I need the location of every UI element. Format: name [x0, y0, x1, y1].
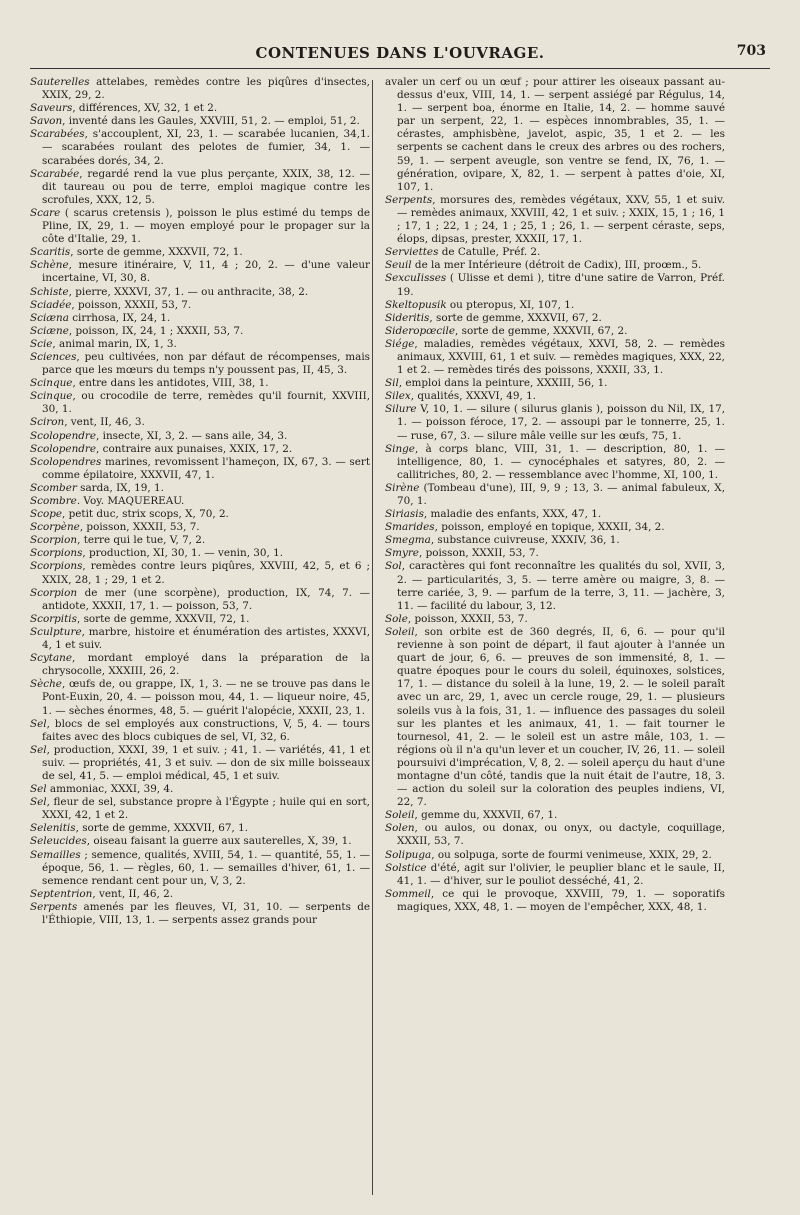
index-entry: [30, 325, 370, 338]
entry-headword: Solen: [385, 822, 415, 835]
index-entry: [30, 901, 370, 927]
index-entry: [30, 796, 370, 822]
index-entry: [385, 272, 725, 298]
entry-text: , sorte de gemme, XXXVII, 67, 2.: [429, 311, 602, 324]
entry-text: , contraire aux punaises, XXIX, 17, 2.: [96, 442, 293, 455]
entry-text: , maladie des enfants, XXX, 47, 1.: [423, 508, 602, 521]
index-entry: [385, 809, 725, 822]
index-entry: [385, 849, 725, 862]
entry-headword: Scombre: [30, 495, 77, 507]
entry-headword: Scomber: [30, 481, 77, 494]
entry-text: , blocs de sel employés aux constructions, V, 5, 4. — tours faites avec des blocs cubiques de sel, VI, 32, 6.: [42, 717, 370, 743]
entry-text: amenés par les fleuves, VI, 31, 10. — serpents de l'Éthiopie, VIII, 13, 1. — serpents assez grands pour: [42, 900, 370, 926]
entry-text: (Tombeau d'une), III, 9, 9 ; 13, 3. — animal fabuleux, X, 70, 1.: [397, 481, 725, 507]
entry-text: , inventé dans les Gaules, XXVIII, 51, 2. — emploi, 51, 2.: [62, 115, 360, 128]
index-entry: [30, 849, 370, 888]
index-entry: [30, 246, 370, 259]
index-entry: [30, 286, 370, 299]
index-entry: [30, 377, 370, 390]
entry-headword: Soleil: [385, 809, 415, 822]
index-entry: [30, 547, 370, 560]
entry-text: , poisson, IX, 24, 1 ; XXXII, 53, 7.: [68, 324, 244, 337]
entry-headword: Sol: [385, 560, 402, 573]
entry-headword: Savon: [30, 115, 63, 128]
index-entry: [30, 430, 370, 443]
index-entry: [385, 482, 725, 508]
entry-text: , petit duc, strix scops, X, 70, 2.: [62, 508, 229, 521]
entry-text: d'été, agit sur l'olivier, le peuplier blanc et le saule, II, 41, 1. — d'hiver, sur le pouliot desséché, 41, 2.: [397, 861, 725, 887]
entry-headword: Solipuga: [385, 848, 432, 861]
index-entry: [30, 102, 370, 115]
index-entry: [30, 613, 370, 626]
entry-headword: Schène: [30, 259, 69, 272]
entry-text: , s'accouplent, XI, 23, 1. — scarabée lucanien, 34,1. — scarabées roulant des pelotes de fumier, 34, 1. — scarabées dorés, 34, 2.: [42, 128, 370, 167]
index-entry: [30, 521, 370, 534]
entry-headword: Sel: [30, 743, 47, 756]
entry-headword: Semailles: [30, 848, 81, 861]
entry-text: , gemme du, XXXVII, 67, 1.: [414, 809, 558, 822]
entry-headword: Soleil: [385, 625, 415, 638]
entry-headword: Scinque: [30, 390, 73, 403]
index-entry: [385, 403, 725, 442]
entry-headword: Skeltopusik: [385, 298, 447, 311]
index-entry: [385, 560, 725, 612]
entry-headword: Seleucides: [30, 835, 87, 848]
index-entry: [30, 534, 370, 547]
entry-text: , poisson, XXXII, 53, 7.: [418, 547, 539, 560]
index-entry: [385, 888, 725, 914]
entry-text: , ou aulos, ou donax, ou onyx, ou dactyle, coquillage, XXXII, 53, 7.: [397, 822, 725, 848]
index-entry: [30, 678, 370, 717]
index-entry: [385, 613, 725, 626]
index-entry: [30, 822, 370, 835]
entry-headword: Smyre: [385, 547, 419, 560]
right-column: [385, 76, 725, 1196]
index-entry: [385, 325, 725, 338]
entry-text: sarda, IX, 19, 1.: [76, 481, 164, 494]
index-entry: [30, 128, 370, 167]
index-entry: [385, 390, 725, 403]
index-entry: [385, 534, 725, 547]
entry-text: , remèdes contre leurs piqûres, XXVIII, 42, 5, et 6 ; XXIX, 28, 1 ; 29, 1 et 2.: [42, 560, 370, 586]
index-entry: [385, 508, 725, 521]
entry-headword: Sciron: [30, 416, 65, 429]
entry-text: , sorte de gemme, XXXVII, 67, 1.: [75, 822, 248, 835]
entry-text: , animal marin, IX, 1, 3.: [52, 337, 177, 350]
entry-text: , caractères qui font reconnaître les qualités du sol, XVII, 3, 2. — particularités, 3, 5. — terre amère ou maigre, 3, 8. — terre cariée, 3, 9. — parfum de la terre, 3, 11. — jachère, 3, 11. — facilité du labour, 3, 12.: [397, 560, 725, 612]
entry-text: , qualités, XXXVI, 49, 1.: [410, 390, 536, 403]
index-entry: [30, 560, 370, 586]
entry-text: , maladies, remèdes végétaux, XXVI, 58, 2. — remèdes animaux, XXVIII, 61, 1 et suiv. — remèdes magiques, XXX, 22, 1 et 2. — remèdes tirés des poissons, XXXII, 33, 1.: [397, 337, 725, 377]
entry-headword: Sil: [385, 377, 399, 390]
entry-headword: Siége: [385, 337, 415, 350]
entry-text: , vent, II, 46, 3.: [64, 416, 145, 429]
entry-text: , poisson, XXXII, 53, 7.: [71, 298, 192, 311]
entry-text: , ce qui le provoque, XXVIII, 79, 1. — soporatifs magiques, XXX, 48, 1. — moyen de l'empêcher, XXX, 48, 1.: [397, 887, 725, 913]
entry-headword: Septentrion: [30, 887, 93, 900]
entry-text: , terre qui le tue, V, 7, 2.: [77, 534, 206, 547]
entry-text: avaler un cerf ou un œuf ; pour attirer les oiseaux passant au-dessus d'eux, VIII, 14, 1. — serpent assiégé par Régulus, 14, 1. — serpent boa, énorme en Italie, 14, 2. — homme sauvé par un serpent, 22, 1. — espèces innombrables, 35, 1. — cérastes, amphisbène, javelot, aspic, 35, 1 et 2. — les serpents se cachent dans le creux des arbres ou des rochers, 59, 1. — serpent aveugle, son ventre se fend, IX, 76, 1. — génération, ovipare, X, 82, 1. — serpent à pattes d'oie, XI, 107, 1.: [385, 76, 725, 193]
entry-headword: Scytane: [30, 652, 73, 665]
index-entry: [30, 835, 370, 848]
entry-text: , fleur de sel, substance propre à l'Égypte ; huile qui en sort, XXXI, 42, 1 et 2.: [42, 796, 370, 822]
index-entry: [30, 508, 370, 521]
index-entry: [30, 168, 370, 207]
entry-text: attelabes, remèdes contre les piqûres d'insectes, XXIX, 29, 2.: [42, 76, 370, 102]
running-header: [30, 42, 770, 69]
entry-headword: Siriasis: [385, 508, 424, 521]
entry-headword: Sèche: [30, 678, 62, 691]
entry-text: , à corps blanc, VIII, 31, 1. — description, 80, 1. — intelligence, 80, 1. — cynocéphales et satyres, 80, 2. — callitriches, 80, 2. — ressemblance avec l'homme, XI, 100, 1.: [397, 442, 725, 481]
index-entry: [385, 443, 725, 482]
index-entry: [385, 822, 725, 848]
index-entry: [385, 246, 725, 259]
entry-headword: Seuil: [385, 259, 412, 272]
entry-headword: Scolopendres: [30, 455, 102, 468]
entry-headword: Sel: [30, 717, 47, 730]
entry-headword: Smarides: [385, 521, 435, 534]
index-entry: [30, 495, 370, 508]
entry-text: , substance cuivreuse, XXXIV, 36, 1.: [430, 534, 620, 547]
index-entry: [385, 626, 725, 809]
entry-text: marines, revomissent l'hameçon, IX, 67, 3. — sert comme épilatoire, XXXVII, 47, 1.: [42, 455, 370, 481]
entry-text: ammoniac, XXXI, 39, 4.: [46, 783, 174, 796]
index-entry: [30, 718, 370, 744]
entry-text: , entre dans les antidotes, VIII, 38, 1.: [72, 377, 269, 390]
entry-headword: Serpents: [30, 900, 78, 913]
entry-headword: Scaritis: [30, 246, 71, 259]
index-entry: [30, 207, 370, 246]
column-divider: [372, 80, 373, 1195]
entry-headword: Scolopendre: [30, 442, 97, 455]
entry-headword: Sole: [385, 612, 408, 625]
index-entry: [30, 888, 370, 901]
entry-text: , vent, II, 46, 2.: [92, 887, 174, 900]
entry-headword: Scorpitis: [30, 612, 77, 625]
entry-text: de Catulle, Préf. 2.: [438, 246, 541, 259]
entry-headword: Schiste: [30, 285, 69, 298]
index-entry: [30, 299, 370, 312]
entry-text: , poisson, XXXII, 53, 7.: [79, 521, 200, 534]
left-column: [30, 76, 370, 1196]
entry-headword: Serpents: [385, 193, 433, 206]
entry-headword: Sel: [30, 783, 47, 796]
entry-text: , peu cultivées, non par défaut de récompenses, mais parce que les mœurs du temps n'y poussent pas, II, 45, 3.: [42, 350, 370, 377]
index-entry: [30, 587, 370, 613]
index-entry: [385, 259, 725, 272]
entry-text: V, 10, 1. — silure ( silurus glanis ), poisson du Nil, IX, 17, 1. — poisson féroce, 17, 2. — assoupi par le tonnerre, 25, 1. — ruse, 67, 3. — silure mâle veille sur les œufs, 75, 1.: [397, 403, 725, 442]
entry-headword: Scorpion: [30, 586, 78, 599]
entry-text: ou pteropus, XI, 107, 1.: [446, 298, 575, 311]
entry-headword: SexcuIisses: [385, 272, 447, 285]
index-entry: [30, 744, 370, 783]
index-entry: [385, 312, 725, 325]
entry-text: , production, XXXI, 39, 1 et suiv. ; 41, 1. — variétés, 41, 1 et suiv. — propriétés, 41, 3 et suiv. — don de six mille boisseaux de sel, 41, 5. — emploi médical, 45, 1 et suiv.: [42, 743, 370, 782]
entry-headword: Sciæna: [30, 311, 69, 324]
entry-text: ( Ulisse et demi ), titre d'une satire de Varron, Préf. 19.: [397, 272, 725, 298]
entry-text: , poisson, XXXII, 53, 7.: [407, 612, 528, 625]
entry-headword: Selenitis: [30, 822, 76, 835]
entry-text: , sorte de gemme, XXXVII, 67, 2.: [455, 324, 628, 337]
entry-text: ( scarus cretensis ), poisson le plus estimé du temps de Pline, IX, 29, 1. — moyen employé pour le propager sur la côte d'Italie, 29, 1.: [42, 206, 370, 246]
index-entry: [385, 521, 725, 534]
entry-headword: Scinque: [30, 377, 73, 390]
entry-headword: Scarabée: [30, 167, 80, 180]
entry-headword: Sciences: [30, 350, 77, 363]
entry-text: de la mer Intérieure (détroit de Cadix), III, proœm., 5.: [411, 259, 702, 272]
index-entry: [30, 76, 370, 102]
entry-headword: Scare: [30, 206, 61, 219]
page-number: 703: [736, 43, 766, 59]
entry-headword: Scorpions: [30, 560, 83, 573]
entry-headword: Scarabées: [30, 128, 85, 141]
entry-text: , insecte, XI, 3, 2. — sans aile, 34, 3.: [96, 429, 288, 442]
entry-text: . Voy. MAQUEREAU.: [76, 495, 185, 507]
entry-text: , sorte de gemme, XXXVII, 72, 1.: [70, 246, 243, 259]
entry-headword: Sideropœcile: [385, 324, 456, 337]
entry-text: , différences, XV, 32, 1 et 2.: [72, 102, 218, 115]
index-entry: [385, 547, 725, 560]
index-entry: [30, 456, 370, 482]
entry-text: , œufs de, ou grappe, IX, 1, 3. — ne se trouve pas dans le Pont-Euxin, 20, 4. — poisson mou, 44, 1. — liqueur noire, 45, 1. — sèches énormes, 48, 5. — guérit l'alopécie, XXXII, 23, 1.: [42, 678, 370, 717]
entry-headword: Scorpène: [30, 521, 80, 534]
entry-headword: Singe: [385, 442, 415, 455]
entry-text: , ou solpuga, sorte de fourmi venimeuse, XXIX, 29, 2.: [431, 848, 712, 861]
entry-text: de mer (une scorpène), production, IX, 74, 7. — antidote, XXXII, 17, 1. — poisson, 53, 7.: [42, 586, 370, 612]
entry-text: , mordant employé dans la préparation de la chrysocolle, XXXIII, 26, 2.: [42, 652, 370, 678]
entry-text: , morsures des, remèdes végétaux, XXV, 55, 1 et suiv. — remèdes animaux, XXVIII, 42, 1 et suiv. ; XXIX, 15, 1 ; 16, 1 ; 17, 1 ; 22, 1 ; 24, 1 ; 25, 1 ; 26, 1. — serpent céraste, seps, élops, dipsas, prester, XXXII, 17, 1.: [397, 193, 725, 246]
entry-text: cirrhosa, IX, 24, 1.: [68, 311, 171, 324]
index-entry: [30, 783, 370, 796]
entry-headword: Sciadée: [30, 298, 72, 311]
entry-text: , production, XI, 30, 1. — venin, 30, 1.: [82, 547, 284, 560]
entry-text: , mesure itinéraire, V, 11, 4 ; 20, 2. — d'une valeur incertaine, VI, 30, 8.: [42, 259, 370, 285]
entry-headword: Solstice: [385, 861, 427, 874]
entry-headword: Scorpion: [30, 534, 78, 547]
entry-headword: Serviettes: [385, 246, 439, 259]
index-entry: [30, 115, 370, 128]
entry-text: , emploi dans la peinture, XXXIII, 56, 1.: [398, 377, 608, 390]
entry-headword: Scope: [30, 508, 62, 521]
index-entry: [30, 416, 370, 429]
index-entry: [385, 299, 725, 312]
page-title: CONTENUES DANS L'OUVRAGE.: [255, 44, 545, 62]
entry-headword: Scie: [30, 337, 53, 350]
index-entry: [385, 377, 725, 390]
entry-text: , regardé rend la vue plus perçante, XXIX, 38, 12. — dit taureau ou pou de terre, emploi magique contre les scrofules, XXX, 12, 5.: [42, 167, 370, 206]
index-entry: [30, 443, 370, 456]
entry-headword: Saveurs: [30, 102, 73, 115]
entry-text: ; semence, qualités, XVIII, 54, 1. — quantité, 55, 1. — époque, 56, 1. — règles, 60, 1. — semailles d'hiver, 61, 1. — semence rendant cent pour un, V, 3, 2.: [42, 848, 370, 887]
entry-headword: Scolopendre: [30, 429, 97, 442]
entry-headword: Scorpions: [30, 547, 83, 560]
entry-text: , oiseau faisant la guerre aux sauterelles, X, 39, 1.: [86, 835, 352, 848]
entry-headword: Smegma: [385, 534, 431, 547]
entry-text: , pierre, XXXVI, 37, 1. — ou anthracite, 38, 2.: [68, 285, 309, 298]
index-entry: [30, 351, 370, 377]
entry-headword: Sciæne: [30, 324, 69, 337]
index-entry: [30, 626, 370, 652]
entry-text: , marbre, histoire et énumération des artistes, XXXVI, 4, 1 et suiv.: [42, 625, 370, 652]
index-entry: [385, 194, 725, 246]
index-entry: [30, 482, 370, 495]
index-entry: [30, 312, 370, 325]
entry-headword: Sculpture: [30, 625, 82, 638]
entry-headword: Sirène: [385, 481, 420, 494]
index-entry: [385, 862, 725, 888]
entry-headword: Sommeil: [385, 887, 431, 900]
entry-headword: Silex: [385, 390, 411, 403]
entry-text: , ou crocodile de terre, remèdes qu'il fournit, XXVIII, 30, 1.: [42, 390, 370, 416]
entry-headword: Sauterelles: [30, 76, 90, 88]
entry-headword: Silure: [385, 403, 417, 416]
entry-text: , sorte de gemme, XXXVII, 72, 1.: [76, 612, 250, 625]
index-entry: [30, 259, 370, 285]
entry-headword: Sideritis: [385, 311, 430, 324]
index-entry: [30, 338, 370, 351]
entry-text: , son orbite est de 360 degrés, II, 6, 6. — pour qu'il revienne à son point de départ, il faut ajouter à l'année un quart de jour, 6, 6. — preuves de son immensité, 8, 1. — quatre époques pour le cours du soleil, équinoxes, solstices, 17, 1. — distance du soleil à la lune, 19, 2. — le soleil paraît avec un arc, 29, 1, avec un cercle rouge, 29, 1. — plusieurs soleils vus à la fois, 31, 1. — influence des passages du soleil sur les plantes et les animaux, 41, 1. — fait tourner le tournesol, 41, 2. — le soleil est un astre mâle, 103, 1. — régions où il n'a qu'un lever et un coucher, IV, 26, 11. — soleil poursuivi d'imprécation, V, 8, 2. — soleil aperçu du haut d'une montagne d'un côté, tandis que la nuit était de l'autre, 18, 3. — action du soleil sur la coloration des peuples indiens, VI, 22, 7.: [397, 625, 725, 809]
index-entry: [30, 390, 370, 416]
index-entry: [385, 338, 725, 377]
index-entry: [30, 652, 370, 678]
entry-text: , poisson, employé en topique, XXXII, 34, 2.: [434, 521, 665, 534]
entry-headword: Sel: [30, 796, 47, 809]
index-entry: [385, 76, 725, 194]
